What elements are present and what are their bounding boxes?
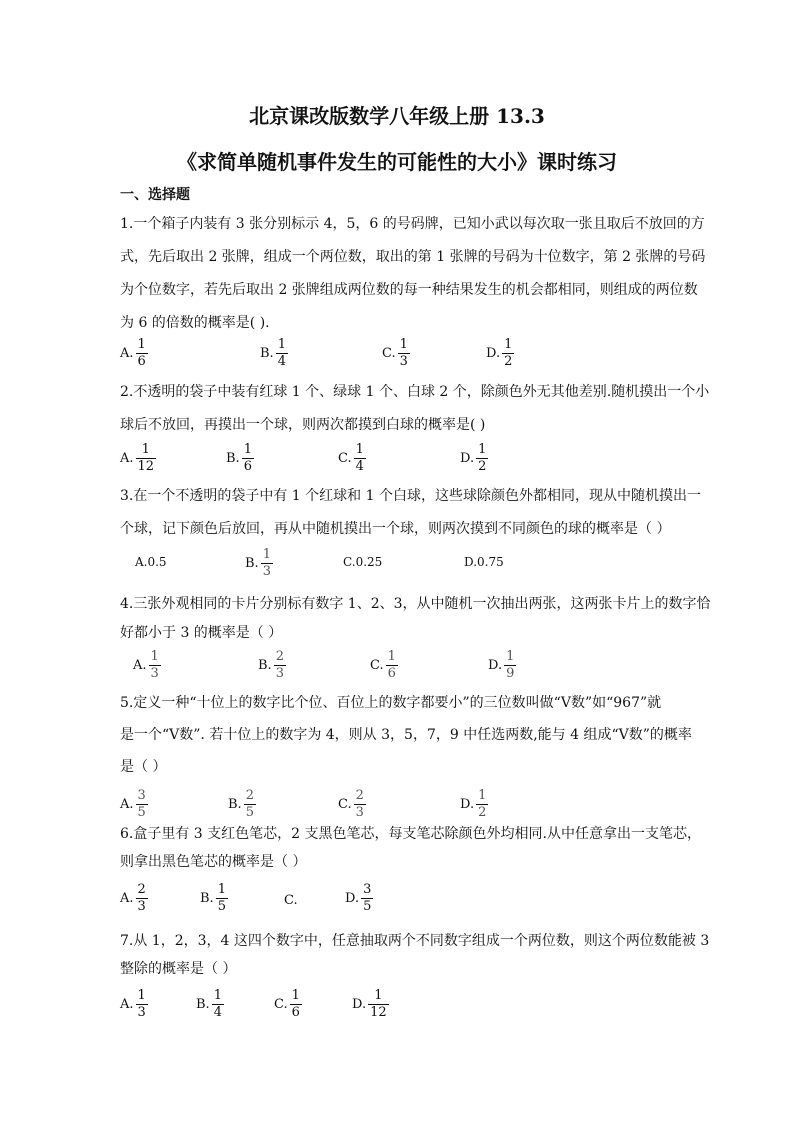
numerator: 1 [141,442,150,457]
numerator: 1 [399,337,408,352]
option-letter: B. [196,997,210,1012]
numerator: 2 [137,882,146,897]
numerator: 1 [137,988,146,1003]
question-3-option-b [245,547,273,580]
numerator: 1 [217,882,226,897]
option-letter: C. [284,893,298,908]
fraction [502,337,514,370]
question-5-option-a [120,788,148,821]
denominator: 3 [399,354,408,369]
option-letter: D. [345,891,360,906]
question-2-line-1: 2.不透明的袋子中装有红球 1 个、绿球 1 个、白球 2 个，除颜色外无其他差别.随机摸出一个小 [120,384,710,400]
fraction [386,649,398,682]
denominator: 4 [213,1005,222,1020]
denominator: 6 [137,354,146,369]
denominator: 6 [291,1005,300,1020]
numerator: 1 [243,442,252,457]
fraction [136,788,148,821]
numerator: 1 [387,649,396,664]
option-text: D.0.75 [464,555,504,569]
fraction [476,442,488,475]
fraction [274,649,286,682]
denominator: 3 [150,666,159,681]
option-letter: C. [370,658,384,673]
numerator: 1 [291,988,300,1003]
question-3-line-1: 3.在一个不透明的袋子中有 1 个红球和 1 个白球，这些球除颜色外都相同，现从中随机摸出一 [120,488,701,504]
numerator: 2 [245,788,254,803]
denominator: 5 [363,899,372,914]
numerator: 1 [262,547,271,562]
denominator: 9 [506,666,515,681]
denominator: 4 [277,354,286,369]
denominator: 2 [478,459,487,474]
numerator: 2 [275,649,284,664]
option-letter: A. [120,346,134,361]
question-4-option-d [488,649,516,682]
option-letter: D. [352,997,367,1012]
question-1-option-a [120,337,148,370]
option-text: A.0.5 [135,555,167,569]
fraction [290,988,302,1021]
fraction [149,649,161,682]
question-2-option-d [460,442,488,475]
question-1-line-3: 为个位数字，若先后取出 2 张牌组成两位数的每一种结果发生的机会都相同，则组成的两位数 [120,282,698,298]
option-letter: C. [338,451,352,466]
option-letter: A. [120,451,134,466]
question-6-option-d [345,882,373,915]
numerator: 1 [213,988,222,1003]
denominator: 3 [275,666,284,681]
numerator: 1 [355,442,364,457]
option-letter: A. [120,891,134,906]
denominator: 5 [245,805,254,820]
question-2-option-b [226,442,254,475]
fraction [354,442,366,475]
question-7-option-d [352,988,389,1021]
fraction [261,547,273,580]
option-letter: D. [488,658,503,673]
section-heading: 一、选择题 [120,187,190,203]
question-1-option-b [260,337,288,370]
numerator: 1 [277,337,286,352]
denominator: 6 [243,459,252,474]
option-text: C.0.25 [343,555,383,569]
page-subtitle: 《求简单随机事件发生的可能性的大小》课时练习 [177,150,617,174]
question-4-option-b [258,649,286,682]
denominator: 5 [217,899,226,914]
denominator: 3 [355,805,364,820]
fraction [136,337,148,370]
option-letter: B. [260,346,274,361]
question-1-line-4: 为 6 的倍数的概率是( ). [120,315,270,331]
fraction [242,442,254,475]
question-5-option-c [338,788,366,821]
numerator: 1 [374,988,383,1003]
question-7-option-b [196,988,224,1021]
question-3-option-c [341,555,382,569]
option-letter: A. [120,997,134,1012]
question-3-line-2: 个球，记下颜色后放回，再从中随机摸出一个球，则两次摸到不同颜色的球的概率是（ ） [120,521,671,537]
numerator: 1 [478,442,487,457]
question-1-option-c [382,337,410,370]
question-6-line-1: 6.盒子里有 3 支红色笔芯，2 支黑色笔芯，每支笔芯除颜色外均相同.从中任意拿出一支笔芯， [120,826,701,842]
option-letter: C. [382,346,396,361]
question-5-line-2: 是一个“V数”. 若十位上的数字为 4，则从 3，5，7，9 中任选两数,能与 4 组成“V数”的概率 [120,727,692,743]
option-letter: C. [274,997,288,1012]
fraction [244,788,256,821]
numerator: 1 [478,788,487,803]
question-6-line-2: 则拿出黑色笔芯的概率是（ ） [120,854,307,870]
option-letter: A. [133,658,147,673]
option-letter: B. [258,658,272,673]
option-letter: D. [460,451,475,466]
option-letter: B. [226,451,240,466]
numerator: 2 [355,788,364,803]
question-4-option-a [133,649,161,682]
option-letter: B. [228,797,242,812]
question-1-line-1: 1.一个箱子内装有 3 张分别标示 4，5，6 的号码牌，已知小武以每次取一张且取后不放回的方 [120,216,705,232]
denominator: 2 [504,354,513,369]
question-5-option-d [460,788,488,821]
denominator: 12 [370,1005,387,1020]
option-letter: A. [120,797,134,812]
question-5-option-b [228,788,256,821]
option-letter: D. [486,346,501,361]
fraction [476,788,488,821]
question-6-option-c [284,893,298,908]
denominator: 3 [262,564,271,579]
denominator: 6 [387,666,396,681]
option-letter: D. [460,797,475,812]
question-4-line-1: 4.三张外观相同的卡片分别标有数字 1、2、3，从中随机一次抽出两张，这两张卡片上的数字恰 [120,596,711,612]
question-2-option-a [120,442,156,475]
question-5-line-3: 是（ ） [120,759,167,775]
question-6-option-a [120,882,148,915]
fraction [136,882,148,915]
question-6-option-b [200,882,228,915]
fraction [212,988,224,1021]
fraction [136,442,157,475]
fraction [276,337,288,370]
numerator: 3 [363,882,372,897]
question-3-option-d [462,555,504,569]
question-7-line-2: 整除的概率是（ ） [120,961,237,977]
numerator: 1 [504,337,513,352]
question-4-option-c [370,649,398,682]
question-5-line-1: 5.定义一种“十位上的数字比个位、百位上的数字都要小”的三位数叫做“V数”如“967”就 [120,695,662,711]
numerator: 1 [137,337,146,352]
fraction [136,988,148,1021]
denominator: 3 [137,899,146,914]
denominator: 3 [137,1005,146,1020]
question-7-option-c [274,988,302,1021]
question-2-line-2: 球后不放回，再摸出一个球，则两次都摸到白球的概率是( ) [120,417,486,433]
question-4-line-2: 好都小于 3 的概率是（ ） [120,625,283,641]
fraction [368,988,389,1021]
fraction [354,788,366,821]
question-7-option-a [120,988,148,1021]
numerator: 1 [150,649,159,664]
fraction [504,649,516,682]
option-letter: C. [338,797,352,812]
numerator: 3 [137,788,146,803]
question-1-option-d [486,337,514,370]
fraction [361,882,373,915]
denominator: 5 [137,805,146,820]
denominator: 2 [478,805,487,820]
question-2-option-c [338,442,366,475]
denominator: 4 [355,459,364,474]
question-3-option-a [133,555,167,569]
denominator: 12 [137,459,155,474]
fraction [216,882,228,915]
numerator: 1 [506,649,515,664]
fraction [398,337,410,370]
question-7-line-1: 7.从 1，2，3，4 这四个数字中，任意抽取两个不同数字组成一个两位数，则这个两位数能被 3 [120,933,710,949]
question-1-line-2: 式，先后取出 2 张牌，组成一个两位数，取出的第 1 张牌的号码为十位数字，第 2 张牌的号码 [120,249,706,265]
page-title: 北京课改版数学八年级上册 13.3 [249,104,545,128]
option-letter: B. [245,556,259,571]
option-letter: B. [200,891,214,906]
